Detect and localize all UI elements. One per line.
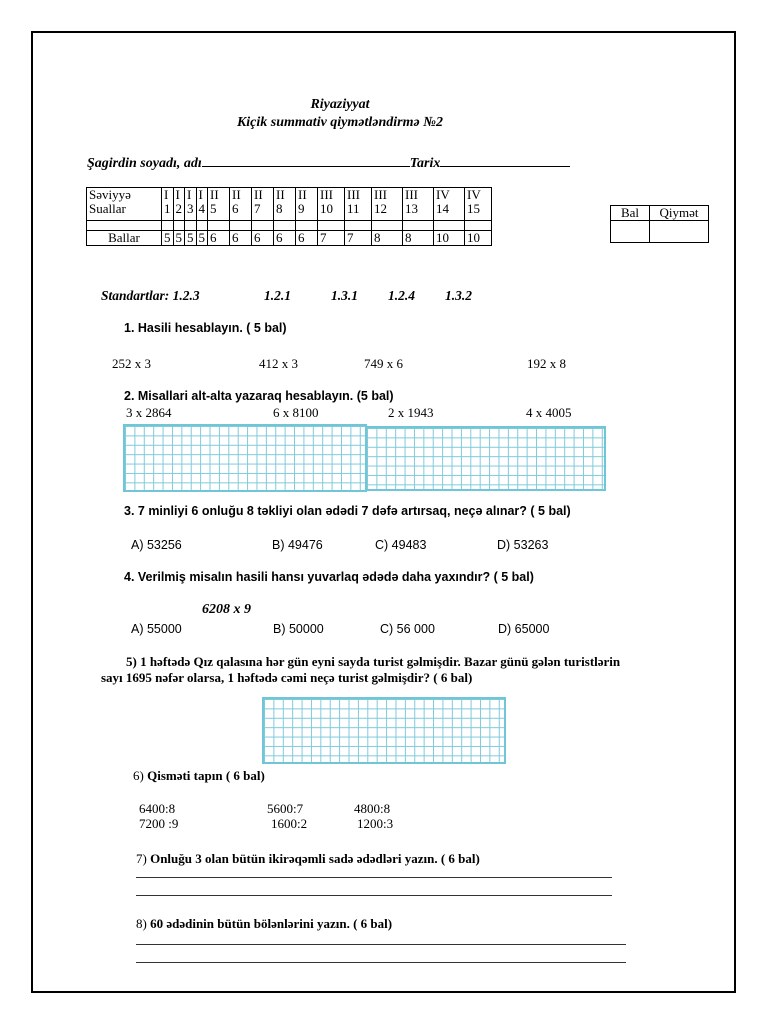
points-cell: 10 — [434, 231, 465, 246]
level-cell: II 9 — [296, 188, 318, 221]
points-row — [87, 231, 492, 246]
student-name-field[interactable] — [202, 153, 410, 167]
score-table — [610, 205, 709, 243]
levels-row-labels — [87, 188, 162, 221]
question-1-text: 1. Hasili hesablayın. ( 5 bal) — [124, 321, 287, 335]
levels-header-row — [87, 188, 492, 221]
level-cell: III 12 — [372, 188, 403, 221]
q3-option-d[interactable]: D) 53263 — [497, 538, 549, 552]
q7-number: 7) — [136, 851, 147, 866]
q3-option-c[interactable]: C) 49483 — [375, 538, 427, 552]
question-5-line-2: sayı 1695 nəfər olarsa, 1 həftədə cəmi neçə turist gəlmişdir? ( 6 bal) — [101, 670, 473, 685]
qiymet-header: Qiymət — [650, 206, 709, 221]
points-cell: 7 — [345, 231, 372, 246]
q6-item: 6400:8 — [139, 801, 176, 816]
student-name-label: Şagirdin soyadı, adı — [87, 156, 202, 171]
q8-number: 8) — [136, 916, 147, 931]
test-subtitle: Kiçik summativ qiymətləndirmə №2 — [236, 115, 444, 130]
bal-header: Bal — [611, 206, 650, 221]
level-cell: IV 14 — [434, 188, 465, 221]
level-cell: III 10 — [318, 188, 345, 221]
standard-item: 1.3.2 — [445, 288, 472, 303]
level-cell: I 2 — [173, 188, 185, 221]
q4-option-c[interactable]: C) 56 000 — [380, 622, 435, 636]
answer-grid-left[interactable] — [123, 424, 367, 492]
q1-item: 252 x 3 — [112, 356, 151, 371]
spacer-row — [87, 221, 492, 231]
questions-row-label: Suallar — [89, 201, 126, 216]
question-2-text: 2. Misallari alt-alta yazaraq hesablayın. (5 bal) — [124, 389, 394, 403]
q1-item: 192 x 8 — [527, 356, 566, 371]
level-cell: I 3 — [185, 188, 197, 221]
q4-option-d[interactable]: D) 65000 — [498, 622, 550, 636]
date-field[interactable] — [440, 153, 570, 167]
question-4-text: 4. Verilmiş misalın hasili hansı yuvarlaq ədədə daha yaxındır? ( 5 bal) — [124, 570, 534, 584]
points-cell: 5 — [173, 231, 185, 246]
points-cell: 6 — [274, 231, 296, 246]
q2-item: 2 x 1943 — [388, 405, 434, 420]
levels-table — [86, 187, 492, 246]
q7-text: Onluğu 3 olan bütün ikirəqəmli sadə ədədləri yazın. ( 6 bal) — [150, 851, 480, 866]
points-cell: 6 — [252, 231, 274, 246]
question-3-text: 3. 7 minliyi 6 onluğu 8 təkliyi olan ədədi 7 dəfə artırsaq, neçə alınar? ( 5 bal) — [124, 504, 571, 518]
q8-answer-line-2[interactable] — [136, 962, 626, 963]
question-6-row — [133, 768, 265, 784]
points-cell: 5 — [162, 231, 174, 246]
q6-item: 5600:7 — [267, 801, 304, 816]
question-8-row — [136, 916, 392, 932]
levels-row-label: Səviyyə — [89, 187, 131, 202]
q6-item: 1200:3 — [357, 816, 394, 831]
q7-answer-line-2[interactable] — [136, 895, 612, 896]
bal-input-cell[interactable] — [611, 221, 650, 243]
answer-grid-q5[interactable] — [262, 697, 506, 764]
points-cell: 5 — [185, 231, 197, 246]
q8-answer-line-1[interactable] — [136, 944, 626, 945]
points-cell: 6 — [230, 231, 252, 246]
points-cell: 5 — [196, 231, 208, 246]
q8-text: 60 ədədinin bütün bölənlərini yazın. ( 6 bal) — [150, 916, 393, 931]
standard-item: 1.2.4 — [388, 288, 415, 303]
date-label: Tarix — [409, 156, 441, 171]
level-cell: II 5 — [208, 188, 230, 221]
level-cell: I 4 — [196, 188, 208, 221]
q1-item: 412 x 3 — [259, 356, 298, 371]
q4-option-a[interactable]: A) 55000 — [131, 622, 182, 636]
q6-text: Qisməti tapın ( 6 bal) — [147, 768, 265, 783]
level-cell: III 13 — [403, 188, 434, 221]
level-cell: I 1 — [162, 188, 174, 221]
level-cell: II 7 — [252, 188, 274, 221]
points-cell: 6 — [296, 231, 318, 246]
q6-item: 7200 :9 — [139, 816, 179, 831]
points-cell: 8 — [372, 231, 403, 246]
points-cell: 8 — [403, 231, 434, 246]
level-cell: III 11 — [345, 188, 372, 221]
q1-item: 749 x 6 — [364, 356, 403, 371]
points-cell: 6 — [208, 231, 230, 246]
q6-item: 4800:8 — [354, 801, 391, 816]
q6-number: 6) — [133, 768, 144, 783]
level-cell: II 6 — [230, 188, 252, 221]
standards-label: Standartlar: 1.2.3 — [101, 288, 200, 303]
answer-grid-right[interactable] — [365, 426, 606, 491]
q7-answer-line-1[interactable] — [136, 877, 612, 878]
question-5-line-1: 5) 1 həftədə Qız qalasına hər gün eyni sayda turist gəlmişdir. Bazar günü gələn turistlərin — [126, 654, 621, 669]
standard-item: 1.3.1 — [331, 288, 358, 303]
subject-title: Riyaziyyat — [310, 97, 370, 112]
level-cell: II 8 — [274, 188, 296, 221]
q2-item: 6 x 8100 — [273, 405, 319, 420]
q2-item: 4 x 4005 — [526, 405, 572, 420]
points-row-label: Ballar — [87, 231, 162, 246]
standard-item: 1.2.1 — [264, 288, 291, 303]
question-7-row — [136, 851, 480, 867]
q3-option-b[interactable]: B) 49476 — [272, 538, 323, 552]
q6-item: 1600:2 — [271, 816, 308, 831]
student-name-row — [87, 153, 570, 172]
qiymet-input-cell[interactable] — [650, 221, 709, 243]
points-cell: 10 — [465, 231, 492, 246]
q4-expression: 6208 x 9 — [202, 602, 251, 617]
q3-option-a[interactable]: A) 53256 — [131, 538, 182, 552]
q2-item: 3 x 2864 — [126, 405, 172, 420]
level-cell: IV 15 — [465, 188, 492, 221]
points-cell: 7 — [318, 231, 345, 246]
q4-option-b[interactable]: B) 50000 — [273, 622, 324, 636]
